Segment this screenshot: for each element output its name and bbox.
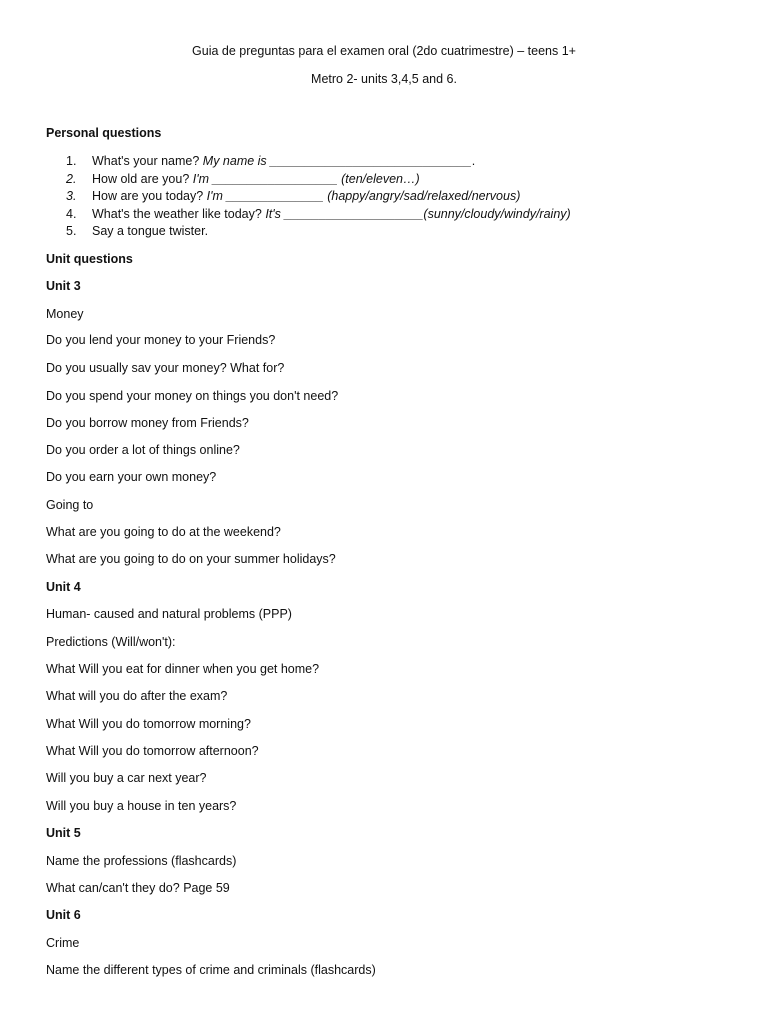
money-question: Do you order a lot of things online? [46, 443, 240, 457]
money-question: Do you earn your own money? [46, 470, 217, 484]
personal-question-3 [66, 188, 520, 204]
answer-tail: (sunny/cloudy/windy/rainy) [423, 207, 571, 221]
document-subtitle: Metro 2- units 3,4,5 and 6. [311, 72, 457, 86]
money-question: Do you spend your money on things you don't need? [46, 389, 339, 403]
prediction-question: Will you buy a house in ten years? [46, 799, 237, 813]
unit-5-line: What can/can't they do? Page 59 [46, 881, 230, 895]
list-number: 5. [66, 224, 77, 238]
question-text: Say a tongue twister. [92, 224, 209, 238]
answer-template: I'm ______________ [206, 189, 328, 203]
list-number: 4. [66, 207, 77, 221]
list-number: 3. [66, 189, 77, 203]
money-question: Do you lend your money to your Friends? [46, 333, 276, 347]
going-to-question: What are you going to do at the weekend? [46, 525, 281, 539]
prediction-question: What Will you eat for dinner when you get home? [46, 662, 320, 676]
answer-template: I'm __________________ [192, 172, 342, 186]
money-question: Do you usually sav your money? What for? [46, 361, 285, 375]
prediction-question: What Will you do tomorrow morning? [46, 717, 251, 731]
answer-template: My name is _____________________________ [202, 154, 472, 168]
document-title: Guia de preguntas para el examen oral (2do cuatrimestre) – teens 1+ [192, 44, 576, 58]
question-text: How are you today? [92, 189, 207, 203]
money-question: Do you borrow money from Friends? [46, 416, 249, 430]
unit-6-line: Name the different types of crime and criminals (flashcards) [46, 963, 376, 977]
unit-3-heading: Unit 3 [46, 279, 81, 293]
unit-3-topic-going-to: Going to [46, 498, 94, 512]
answer-tail: (ten/eleven…) [341, 172, 420, 186]
unit-6-heading: Unit 6 [46, 908, 81, 922]
going-to-question: What are you going to do on your summer holidays? [46, 552, 336, 566]
unit-5-line: Name the professions (flashcards) [46, 854, 237, 868]
answer-template: It's ____________________ [265, 207, 424, 221]
unit-5-heading: Unit 5 [46, 826, 81, 840]
unit-4-topic-problems: Human- caused and natural problems (PPP) [46, 607, 292, 621]
question-text: What's your name? [92, 154, 203, 168]
unit-4-heading: Unit 4 [46, 580, 81, 594]
unit-6-topic-crime: Crime [46, 936, 80, 950]
personal-question-1 [66, 153, 475, 169]
question-text: What's the weather like today? [92, 207, 266, 221]
answer-tail: . [471, 154, 476, 168]
list-number: 2. [66, 172, 77, 186]
unit-4-topic-predictions: Predictions (Will/won't): [46, 635, 176, 649]
personal-question-5 [66, 223, 208, 239]
question-text: How old are you? [92, 172, 193, 186]
list-number: 1. [66, 154, 77, 168]
answer-tail: (happy/angry/sad/relaxed/nervous) [327, 189, 521, 203]
unit-3-topic-money: Money [46, 307, 84, 321]
prediction-question: What Will you do tomorrow afternoon? [46, 744, 259, 758]
prediction-question: Will you buy a car next year? [46, 771, 207, 785]
unit-questions-heading: Unit questions [46, 252, 133, 266]
prediction-question: What will you do after the exam? [46, 689, 228, 703]
personal-question-4 [66, 206, 571, 222]
personal-questions-heading: Personal questions [46, 126, 162, 140]
personal-question-2 [66, 171, 420, 187]
